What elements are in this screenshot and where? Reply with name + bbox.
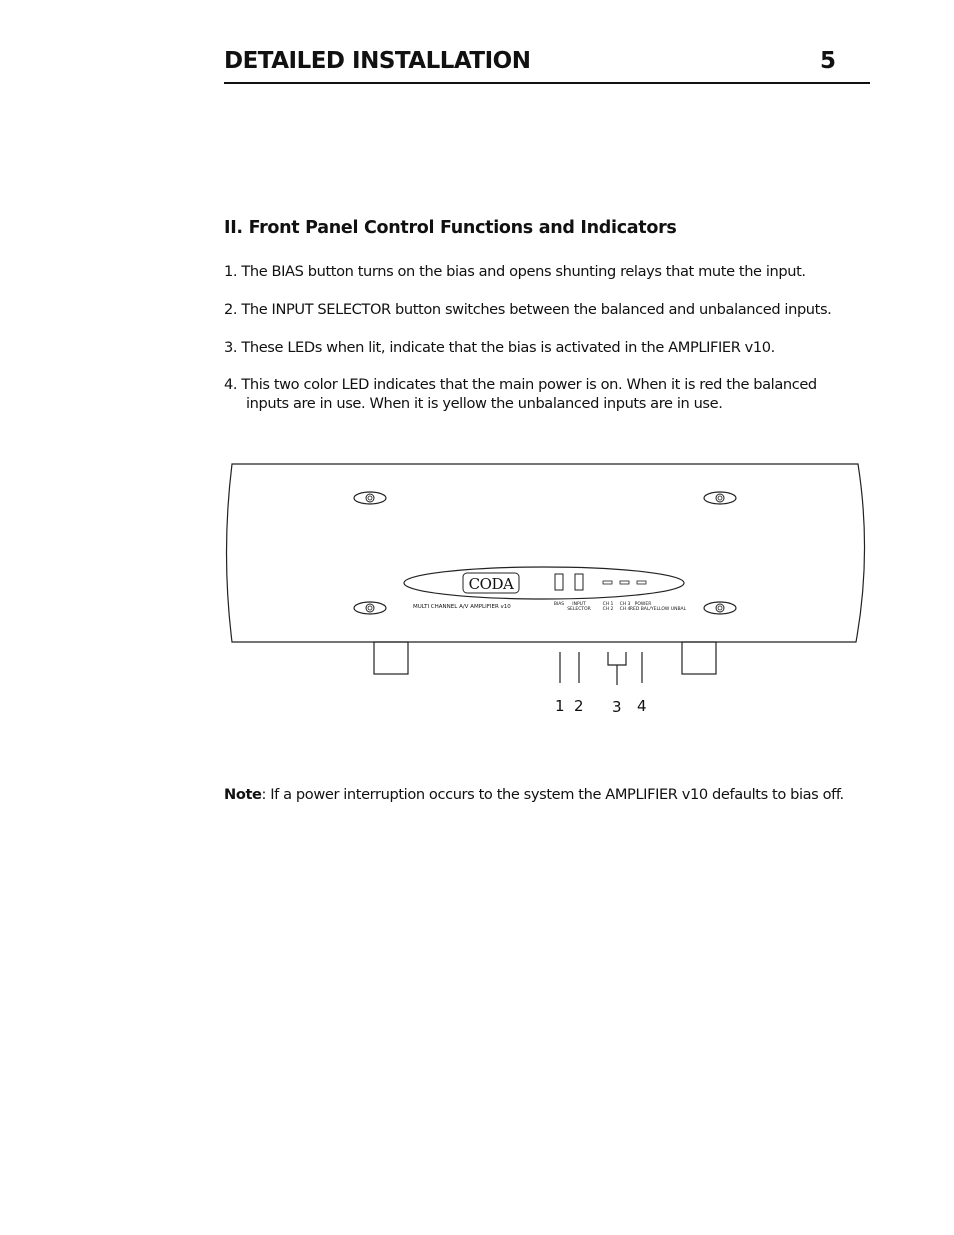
callout-2: 2 [574, 697, 584, 715]
bias-label: BIAS [553, 602, 565, 607]
list-item-text: 3. These LEDs when lit, indicate that the bias is activated in the AMPLIFIER v10. [224, 339, 775, 356]
selector-label: SELECTOR [567, 607, 591, 612]
input-label: INPUT [572, 602, 586, 607]
led-ch3-ch4 [620, 581, 629, 584]
brand-logo: CODA [468, 575, 514, 593]
list-item-text: 1. The BIAS button turns on the bias and opens shunting relays that mute the input. [224, 263, 806, 280]
page-number: 5 [819, 48, 836, 74]
list-item-text: 2. The INPUT SELECTOR button switches between the balanced and unbalanced inputs. [224, 301, 832, 318]
led-power [637, 581, 646, 584]
note-text: : If a power interruption occurs to the system the AMPLIFIER v10 defaults to bias off. [261, 786, 844, 803]
callout-line-3 [608, 652, 626, 685]
input-selector-button [575, 574, 583, 590]
power-label: POWER [634, 602, 652, 607]
control-oval [404, 567, 684, 599]
callout-4: 4 [637, 697, 647, 715]
left-foot [374, 642, 408, 674]
note-label: Note [224, 786, 262, 803]
screw-icon [354, 602, 386, 614]
ch3-label: CH 3 [619, 602, 631, 607]
bias-button [555, 574, 563, 590]
panel-outline [227, 464, 865, 642]
ch1-label: CH 1 [602, 602, 614, 607]
power-mode-label: RED BAL/YELLOW UNBAL [629, 607, 687, 612]
page-title: DETAILED INSTALLATION [224, 48, 531, 74]
note-paragraph [224, 786, 884, 803]
callout-1: 1 [555, 697, 565, 715]
right-foot [682, 642, 716, 674]
led-ch1-ch2 [603, 581, 612, 584]
screw-icon [704, 602, 736, 614]
section-heading: II. Front Panel Control Functions and Indicators [224, 218, 677, 238]
ch4-label: CH 4 [619, 607, 631, 612]
model-label: MULTI CHANNEL A/V AMPLIFIER v10 [413, 604, 511, 610]
screw-icon [704, 492, 736, 504]
list-item-continuation: inputs are in use. When it is yellow the unbalanced inputs are in use. [246, 395, 723, 412]
screw-icon [354, 492, 386, 504]
ch2-label: CH 2 [602, 607, 614, 612]
list-item-text: 4. This two color LED indicates that the main power is on. When it is red the balanced [224, 376, 817, 393]
callout-3: 3 [612, 698, 622, 716]
